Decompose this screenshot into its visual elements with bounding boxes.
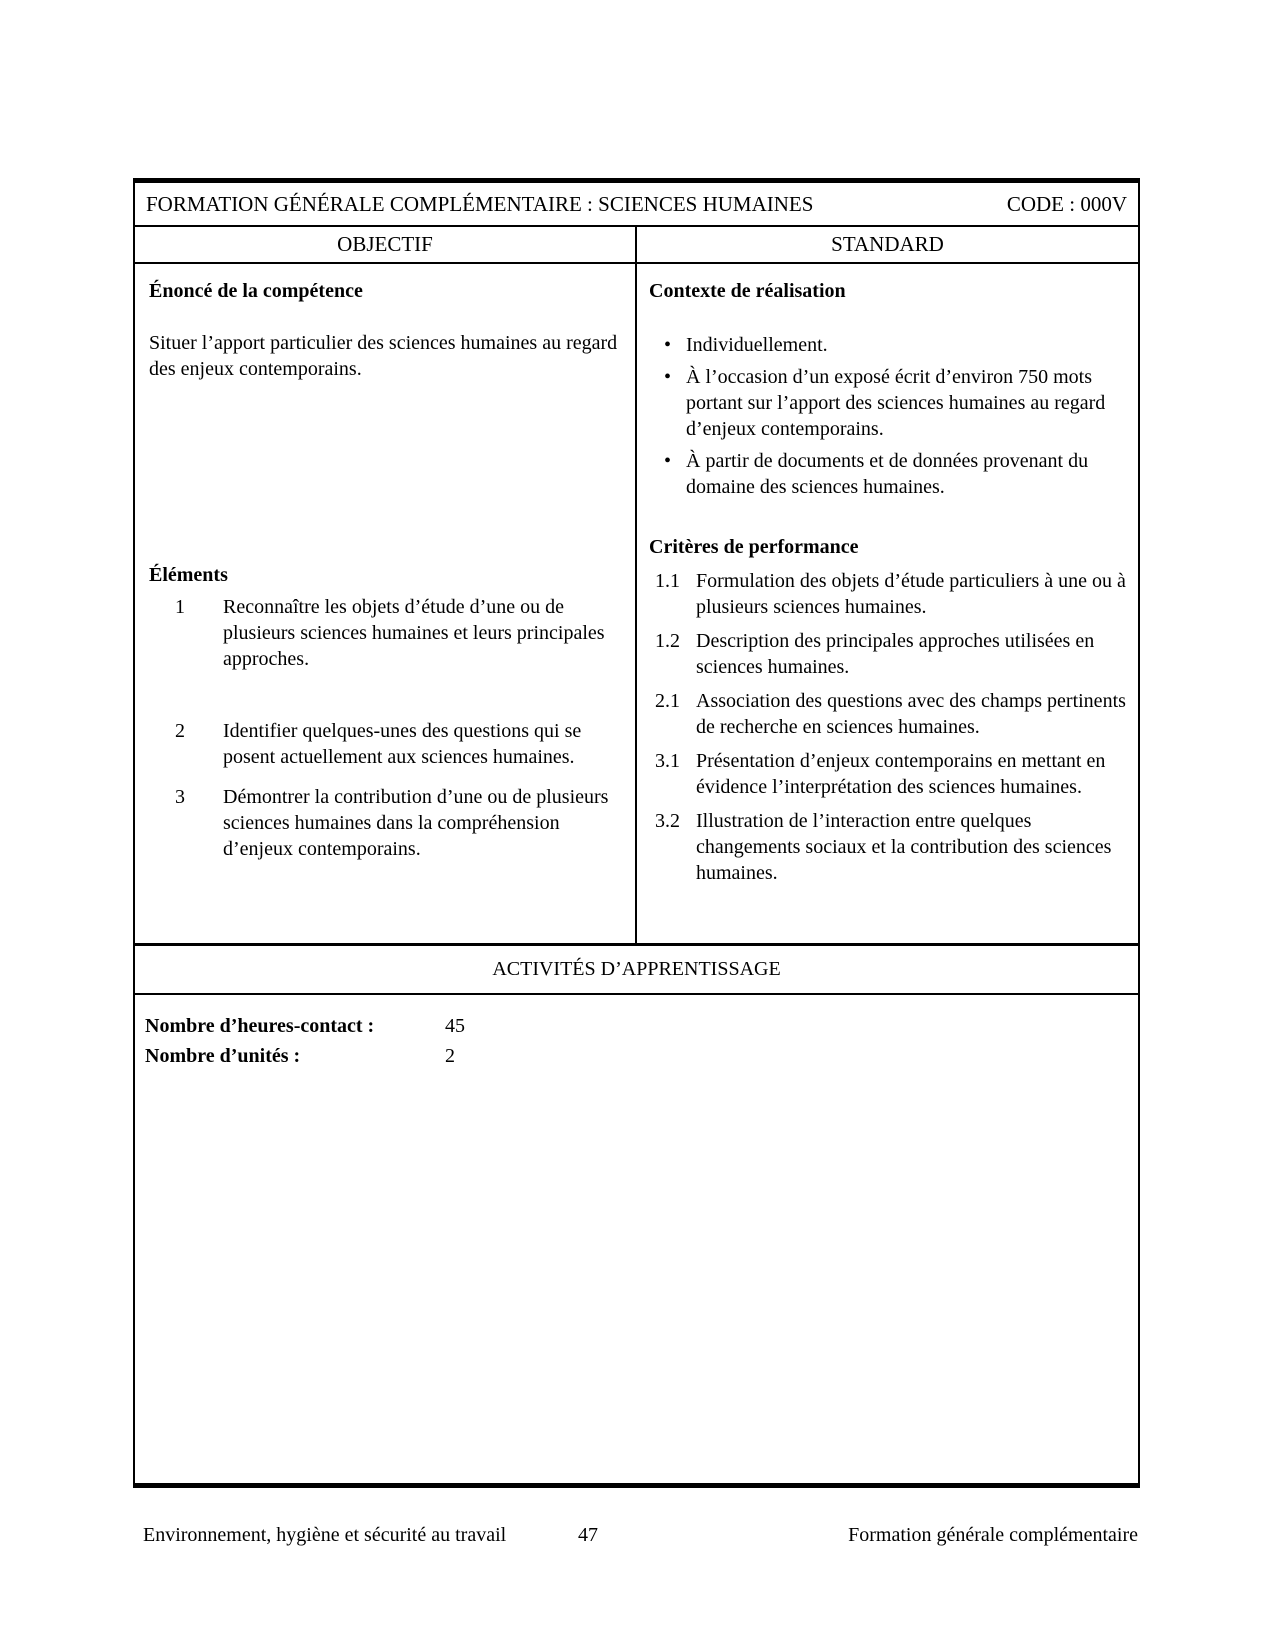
contexte-text: À l’occasion d’un exposé écrit d’environ 750 mots portant sur l’apport des sciences humaines au regard d’enjeux contemporains.: [686, 366, 1106, 440]
standard-cell: [637, 264, 1138, 943]
footer-program-title: Environnement, hygiène et sécurité au travail: [143, 1524, 507, 1546]
heures-contact-value: 45: [445, 1015, 465, 1037]
activites-details-cell: [135, 995, 1138, 1483]
element-item: [149, 718, 621, 770]
critere-text: Présentation d’enjeux contemporains en mettant en évidence l’interprétation des sciences humaines.: [696, 750, 1106, 798]
critere-number: 3.2: [655, 810, 680, 832]
critere-item: [649, 628, 1128, 680]
course-table: [133, 178, 1140, 1488]
footer-section-title: Formation générale complémentaire: [848, 1524, 1138, 1546]
enonce-title: Énoncé de la compétence: [149, 280, 363, 302]
bullet-icon: •: [664, 366, 672, 388]
element-number: 2: [175, 720, 185, 742]
critere-text: Illustration de l’interaction entre quelques changements sociaux et la contribution des sciences humaines.: [696, 810, 1112, 884]
column-headers-row: [135, 227, 1138, 264]
critere-number: 1.1: [655, 570, 680, 592]
element-item: [149, 594, 621, 672]
critere-item: [649, 748, 1128, 800]
criteres-list: [649, 568, 1128, 886]
critere-number: 2.1: [655, 690, 680, 712]
elements-list: [149, 594, 621, 862]
element-text: Démontrer la contribution d’une ou de plusieurs sciences humaines dans la compréhension d’enjeux contemporains.: [223, 786, 609, 860]
critere-text: Description des principales approches utilisées en sciences humaines.: [696, 630, 1095, 678]
heures-contact-line: [145, 1011, 1128, 1041]
unites-line: [145, 1041, 1128, 1071]
element-number: 1: [175, 596, 185, 618]
critere-number: 3.1: [655, 750, 680, 772]
element-text: Identifier quelques-unes des questions qui se posent actuellement aux sciences humaines.: [223, 720, 582, 768]
table-title-row: [135, 183, 1138, 227]
main-content-row: [135, 264, 1138, 946]
critere-item: [649, 688, 1128, 740]
enonce-text: Situer l’apport particulier des sciences humaines au regard des enjeux contemporains.: [149, 332, 618, 380]
critere-item: [649, 568, 1128, 620]
course-code: CODE : 000V: [1006, 191, 1127, 216]
objectif-cell: [135, 264, 637, 943]
objectif-heading: OBJECTIF: [337, 232, 433, 256]
bullet-icon: •: [664, 334, 672, 356]
activites-row: [135, 946, 1138, 995]
objectif-column-header: [135, 227, 637, 262]
contexte-list: [649, 332, 1128, 500]
contexte-text: À partir de documents et de données provenant du domaine des sciences humaines.: [686, 450, 1089, 498]
element-text: Reconnaître les objets d’étude d’une ou de plusieurs sciences humaines et leurs principales approches.: [223, 596, 605, 670]
criteres-title: Critères de performance: [649, 536, 859, 558]
page-number: 47: [578, 1524, 598, 1546]
contexte-title: Contexte de réalisation: [649, 280, 846, 302]
bullet-icon: •: [664, 450, 672, 472]
element-number: 3: [175, 786, 185, 808]
contexte-item: [649, 332, 1128, 358]
critere-text: Association des questions avec des champs pertinents de recherche en sciences humaines.: [696, 690, 1126, 738]
contexte-item: [649, 364, 1128, 442]
element-item: [149, 784, 621, 862]
standard-column-header: [637, 227, 1138, 262]
critere-item: [649, 808, 1128, 886]
critere-text: Formulation des objets d’étude particuliers à une ou à plusieurs sciences humaines.: [696, 570, 1126, 618]
unites-label: Nombre d’unités :: [145, 1045, 301, 1067]
unites-value: 2: [445, 1045, 455, 1067]
course-title: FORMATION GÉNÉRALE COMPLÉMENTAIRE : SCIENCES HUMAINES: [146, 191, 814, 216]
critere-number: 1.2: [655, 630, 680, 652]
contexte-text: Individuellement.: [686, 334, 828, 356]
contexte-item: [649, 448, 1128, 500]
heures-contact-label: Nombre d’heures-contact :: [145, 1015, 375, 1037]
elements-title: Éléments: [149, 564, 228, 586]
page-footer: [133, 1524, 1140, 1554]
activites-title: ACTIVITÉS D’APPRENTISSAGE: [492, 958, 781, 980]
standard-heading: STANDARD: [831, 232, 944, 256]
